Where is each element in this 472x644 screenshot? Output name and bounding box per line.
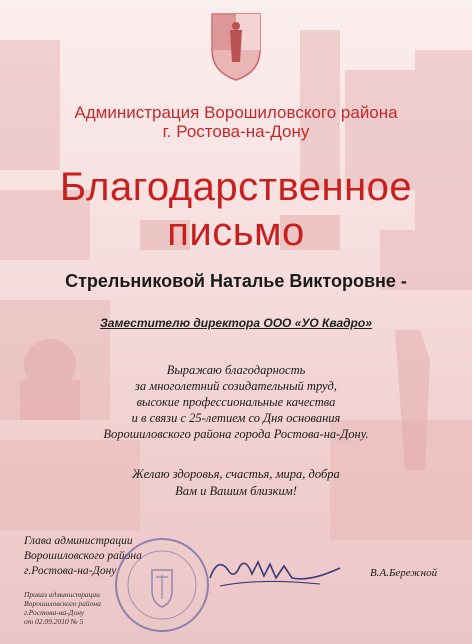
- recipient-position: Заместителю директора ООО «УО Квадро»: [100, 316, 372, 330]
- gratitude-line: за многолетний созидательный труд,: [134, 379, 338, 393]
- gratitude-line: Ворошиловского района города Ростова-на-Дону.: [103, 427, 369, 441]
- wishes-text: [0, 466, 472, 500]
- order-line: г.Ростова-на-Дону: [24, 608, 85, 617]
- signer-title-line: Ворошиловского района: [24, 550, 142, 562]
- document-title-line2: письмо: [167, 210, 305, 254]
- issuer-name: Администрация Ворошиловского района: [74, 103, 398, 122]
- order-line: Приказ администрации: [24, 590, 100, 599]
- official-seal-icon: [112, 535, 212, 635]
- order-line: Ворошиловского района: [24, 599, 101, 608]
- gratitude-line: и в связи с 25-летием со Дня основания: [131, 411, 341, 425]
- handwritten-signature: [200, 548, 350, 596]
- signer-name: В.А.Бережной: [370, 567, 438, 579]
- gratitude-line: высокие профессиональные качества: [136, 395, 336, 409]
- wishes-line: Желаю здоровья, счастья, мира, добра: [132, 467, 340, 481]
- recipient-name: Стрельниковой Наталье Викторовне -: [65, 271, 407, 291]
- signer-title-line: г.Ростова-на-Дону: [24, 565, 117, 577]
- order-line: от 02.09.2010 № 5: [24, 617, 84, 626]
- order-reference: [24, 590, 101, 626]
- issuer-city: г. Ростова-на-Дону: [162, 122, 310, 141]
- coat-of-arms-icon: [208, 10, 264, 82]
- document-title-line1: Благодарственное: [59, 165, 413, 209]
- wishes-line: Вам и Вашим близким!: [175, 484, 297, 498]
- signer-title-line: Глава администрации: [24, 535, 133, 547]
- gratitude-line: Выражаю благодарность: [166, 363, 306, 377]
- gratitude-text: [0, 362, 472, 442]
